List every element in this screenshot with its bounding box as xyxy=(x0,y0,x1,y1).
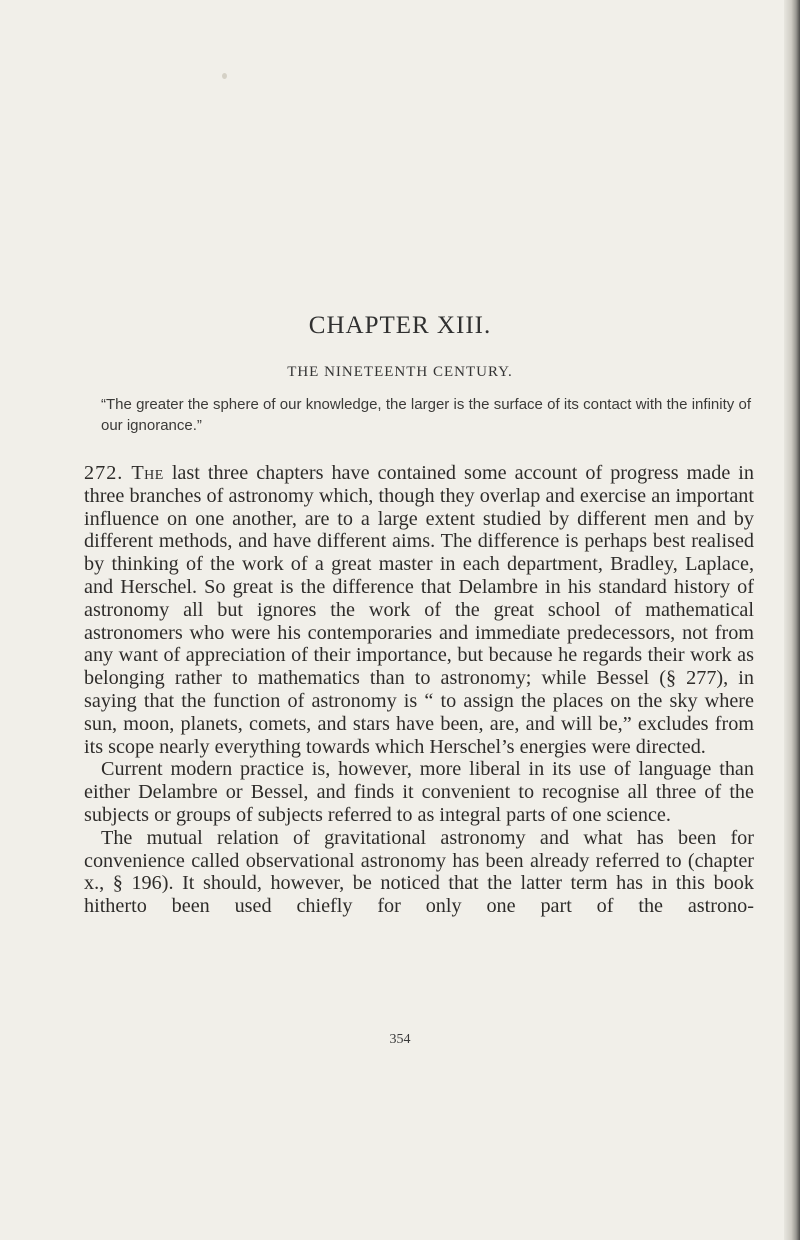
epigraph: “The greater the sphere of our knowledge, the larger is the surface of its contact with the infinity of our ignorance.” xyxy=(101,396,751,434)
paper-speck xyxy=(222,73,227,79)
paragraph: Current modern practice is, however, more liberal in its use of language than either Delambre or Bessel, and finds it convenient to recognise all three of the subjects or groups of subjects referred to as integral parts of one science. xyxy=(84,758,754,826)
page-edge-shadow xyxy=(784,0,800,1240)
paragraph-272 xyxy=(84,462,754,758)
page-number: 354 xyxy=(389,1032,411,1047)
paragraph-number: 272. xyxy=(84,462,124,484)
section-heading: THE NINETEENTH CENTURY. xyxy=(287,364,513,380)
paragraph-text: last three chapters have contained some account of progress made in three branches of astronomy which, though they overlap and exercise an important influence on one another, are to a large extent studied by different men and by different methods, and have different aims. The difference is perhaps best realised by thinking of the work of a great master in each department, Bradley, Laplace, and Herschel. So great is the difference that Delambre in his standard history of astronomy all but ignores the work of the great school of mathematical astronomers who were his contemporaries and immediate predecessors, not from any want of appreciation of their importance, but because he regards their work as belonging rather to mathematics than to astronomy; while Bessel (§ 277), in saying that the function of astronomy is “ to assign the places on the sky where sun, moon, planets, comets, and stars have been, are, and will be,” excludes from its scope nearly everything towards which Herschel’s energies were directed. xyxy=(84,462,755,758)
paragraph: The mutual relation of gravitational astronomy and what has been for convenience called observational astronomy has been already referred to (chapter x., § 196). It should, however, be noticed that the latter term has in this book hitherto been used chiefly for only one part of the astrono- xyxy=(84,826,754,918)
body-text xyxy=(84,462,754,918)
chapter-heading: CHAPTER XIII. xyxy=(308,312,492,339)
lead-word: The xyxy=(131,462,164,484)
